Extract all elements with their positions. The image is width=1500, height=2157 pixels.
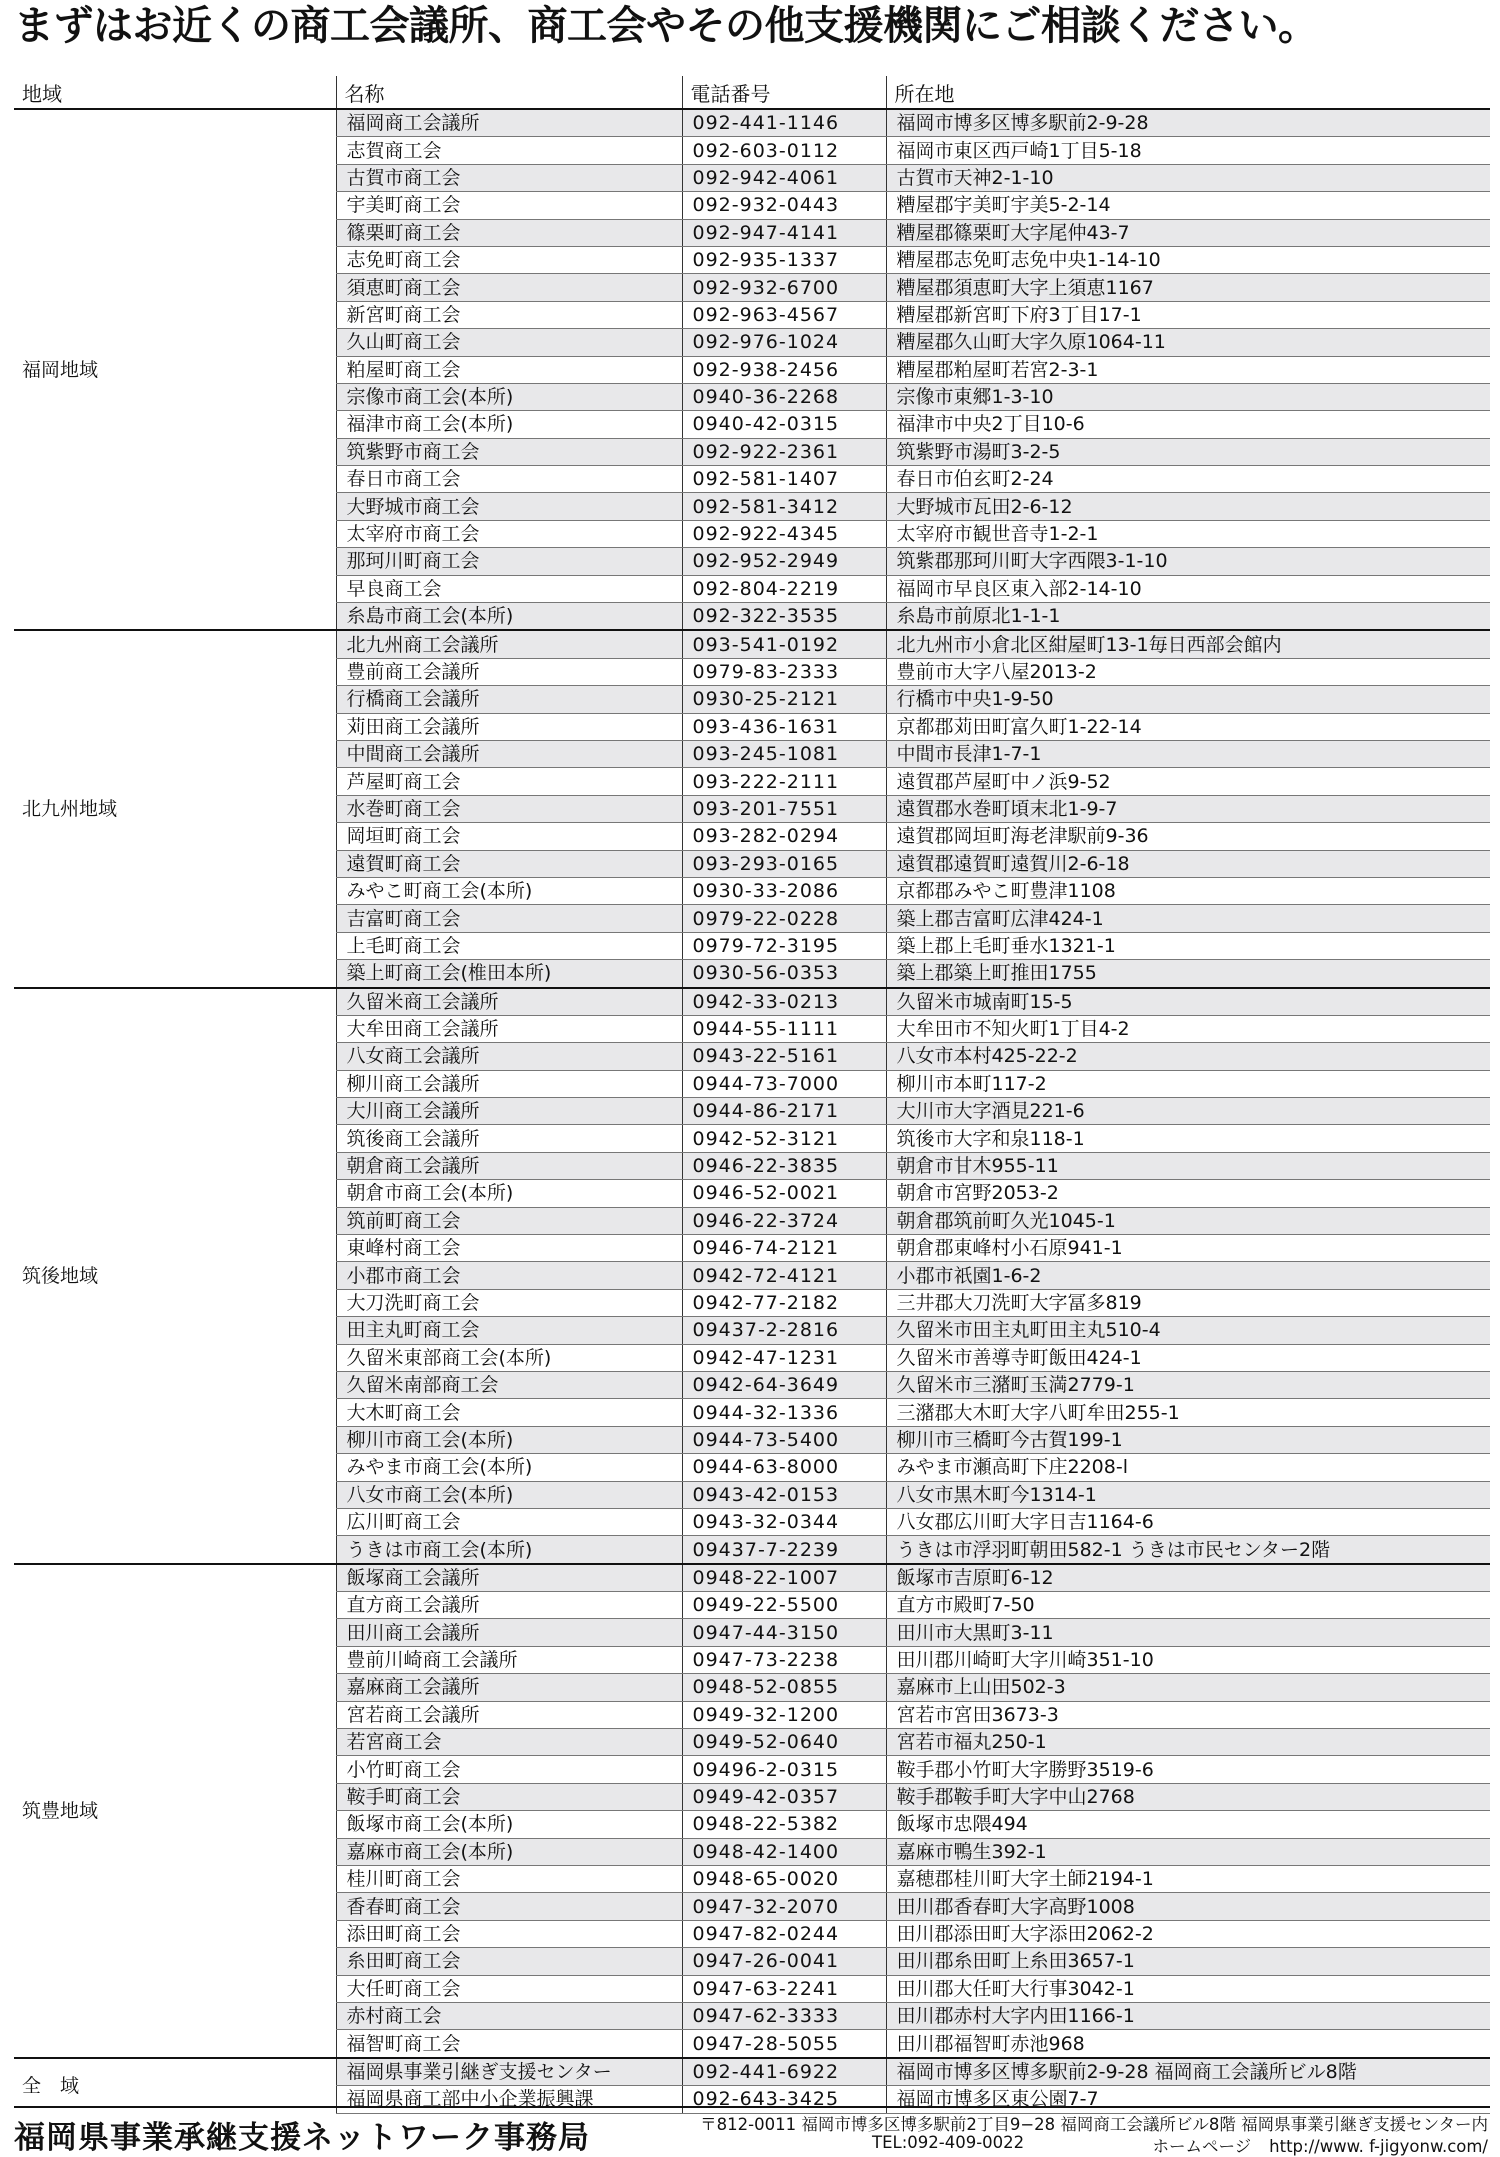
- address-cell: 福津市中央2丁目10-6: [886, 411, 1490, 438]
- phone-cell: 093-201-7551: [682, 795, 886, 822]
- phone-cell: 0948-22-5382: [682, 1811, 886, 1838]
- org-name-cell: 久山町商工会: [336, 329, 682, 356]
- address-cell: 田川郡糸田町上糸田3657-1: [886, 1948, 1490, 1975]
- phone-cell: 0944-63-8000: [682, 1454, 886, 1481]
- address-cell: 八女郡広川町大字日吉1164-6: [886, 1508, 1490, 1535]
- address-cell: 京都郡みやこ町豊津1108: [886, 877, 1490, 904]
- phone-cell: 09437-7-2239: [682, 1536, 886, 1564]
- address-cell: 飯塚市忠隈494: [886, 1811, 1490, 1838]
- phone-cell: 092-441-1146: [682, 109, 886, 137]
- org-name-cell: 久留米南部商工会: [336, 1371, 682, 1398]
- phone-cell: 0947-26-0041: [682, 1948, 886, 1975]
- org-name-cell: 北九州商工会議所: [336, 630, 682, 658]
- phone-cell: 092-922-2361: [682, 438, 886, 465]
- header-address: 所在地: [886, 76, 1490, 109]
- org-name-cell: 八女商工会議所: [336, 1043, 682, 1070]
- org-name-cell: 吉富町商工会: [336, 905, 682, 932]
- address-cell: 築上郡吉富町広津424-1: [886, 905, 1490, 932]
- phone-cell: 0948-22-1007: [682, 1564, 886, 1592]
- address-cell: 築上郡築上町推田1755: [886, 960, 1490, 988]
- org-name-cell: 柳川市商工会(本所): [336, 1426, 682, 1453]
- phone-cell: 092-581-1407: [682, 466, 886, 493]
- phone-cell: 0930-56-0353: [682, 960, 886, 988]
- org-name-cell: 福岡県事業引継ぎ支援センター: [336, 2058, 682, 2086]
- phone-cell: 092-947-4141: [682, 219, 886, 246]
- address-cell: 大野城市瓦田2-6-12: [886, 493, 1490, 520]
- org-name-cell: 福智町商工会: [336, 2030, 682, 2058]
- address-cell: 築上郡上毛町垂水1321-1: [886, 932, 1490, 959]
- org-name-cell: 大野城市商工会: [336, 493, 682, 520]
- address-cell: 糟屋郡須恵町大字上須恵1167: [886, 274, 1490, 301]
- region-cell: 全 域: [14, 2058, 336, 2113]
- address-cell: 久留米市田主丸町田主丸510-4: [886, 1317, 1490, 1344]
- region-group: [14, 2058, 1490, 2113]
- address-cell: うきは市浮羽町朝田582-1 うきは市民センター2階: [886, 1536, 1490, 1564]
- address-cell: 北九州市小倉北区紺屋町13-1毎日西部会館内: [886, 630, 1490, 658]
- address-cell: 遠賀郡岡垣町海老津駅前9-36: [886, 823, 1490, 850]
- org-name-cell: 香春町商工会: [336, 1893, 682, 1920]
- table-row: [14, 109, 1490, 137]
- org-name-cell: 大川商工会議所: [336, 1098, 682, 1125]
- phone-cell: 0946-74-2121: [682, 1235, 886, 1262]
- address-cell: 宮若市宮田3673-3: [886, 1701, 1490, 1728]
- phone-cell: 0949-32-1200: [682, 1701, 886, 1728]
- address-cell: 福岡市博多区東公園7-7: [886, 2086, 1490, 2113]
- address-cell: 朝倉市甘木955-11: [886, 1152, 1490, 1179]
- org-name-cell: 筑後商工会議所: [336, 1125, 682, 1152]
- address-cell: 遠賀郡遠賀町遠賀川2-6-18: [886, 850, 1490, 877]
- phone-cell: 0979-22-0228: [682, 905, 886, 932]
- phone-cell: 092-441-6922: [682, 2058, 886, 2086]
- org-name-cell: 糸島市商工会(本所): [336, 603, 682, 631]
- address-cell: 久留米市善導寺町飯田424-1: [886, 1344, 1490, 1371]
- address-cell: 久留米市三潴町玉満2779-1: [886, 1371, 1490, 1398]
- address-cell: 田川郡大任町大行事3042-1: [886, 1975, 1490, 2002]
- address-cell: 三井郡大刀洗町大字冨多819: [886, 1289, 1490, 1316]
- org-name-cell: 鞍手町商工会: [336, 1783, 682, 1810]
- org-name-cell: 宮若商工会議所: [336, 1701, 682, 1728]
- region-cell: 福岡地域: [14, 109, 336, 630]
- address-cell: 筑紫野市湯町3-2-5: [886, 438, 1490, 465]
- phone-cell: 092-963-4567: [682, 301, 886, 328]
- address-cell: 福岡市早良区東入部2-14-10: [886, 575, 1490, 602]
- address-cell: 田川郡川崎町大字川崎351-10: [886, 1646, 1490, 1673]
- phone-cell: 0942-77-2182: [682, 1289, 886, 1316]
- phone-cell: 0930-33-2086: [682, 877, 886, 904]
- footer-homepage: [1134, 2133, 1488, 2157]
- phone-cell: 0942-52-3121: [682, 1125, 886, 1152]
- org-name-cell: 糸田町商工会: [336, 1948, 682, 1975]
- table-row: [14, 2058, 1490, 2086]
- phone-cell: 09437-2-2816: [682, 1317, 886, 1344]
- org-name-cell: 築上町商工会(椎田本所): [336, 960, 682, 988]
- header-name: 名称: [336, 76, 682, 109]
- phone-cell: 092-804-2219: [682, 575, 886, 602]
- org-name-cell: 上毛町商工会: [336, 932, 682, 959]
- phone-cell: 09496-2-0315: [682, 1756, 886, 1783]
- address-cell: 朝倉郡東峰村小石原941-1: [886, 1235, 1490, 1262]
- contact-table: [14, 76, 1490, 2114]
- phone-cell: 0947-62-3333: [682, 2002, 886, 2029]
- phone-cell: 0948-52-0855: [682, 1674, 886, 1701]
- org-name-cell: 嘉麻市商工会(本所): [336, 1838, 682, 1865]
- org-name-cell: 宗像市商工会(本所): [336, 383, 682, 410]
- phone-cell: 092-581-3412: [682, 493, 886, 520]
- phone-cell: 0947-28-5055: [682, 2030, 886, 2058]
- org-name-cell: 水巻町商工会: [336, 795, 682, 822]
- phone-cell: 0979-72-3195: [682, 932, 886, 959]
- org-name-cell: 若宮商工会: [336, 1729, 682, 1756]
- phone-cell: 0947-32-2070: [682, 1893, 886, 1920]
- address-cell: 柳川市本町117-2: [886, 1070, 1490, 1097]
- org-name-cell: 豊前商工会議所: [336, 658, 682, 685]
- org-name-cell: 田主丸町商工会: [336, 1317, 682, 1344]
- org-name-cell: 行橋商工会議所: [336, 686, 682, 713]
- phone-cell: 0940-36-2268: [682, 383, 886, 410]
- org-name-cell: 久留米東部商工会(本所): [336, 1344, 682, 1371]
- phone-cell: 0949-52-0640: [682, 1729, 886, 1756]
- org-name-cell: みやま市商工会(本所): [336, 1454, 682, 1481]
- footer-tel: TEL:092-409-0022: [872, 2133, 1025, 2152]
- address-cell: 嘉麻市上山田502-3: [886, 1674, 1490, 1701]
- address-cell: 嘉麻市鴨生392-1: [886, 1838, 1490, 1865]
- org-name-cell: 添田町商工会: [336, 1920, 682, 1947]
- phone-cell: 092-322-3535: [682, 603, 886, 631]
- org-name-cell: 宇美町商工会: [336, 192, 682, 219]
- footer-divider: [14, 2106, 1490, 2108]
- address-cell: 筑紫郡那珂川町大字西隈3-1-10: [886, 548, 1490, 575]
- org-name-cell: 飯塚市商工会(本所): [336, 1811, 682, 1838]
- org-name-cell: 太宰府市商工会: [336, 520, 682, 547]
- phone-cell: 093-245-1081: [682, 740, 886, 767]
- org-name-cell: 中間商工会議所: [336, 740, 682, 767]
- address-cell: 中間市長津1-7-1: [886, 740, 1490, 767]
- phone-cell: 0946-22-3724: [682, 1207, 886, 1234]
- org-name-cell: 八女市商工会(本所): [336, 1481, 682, 1508]
- phone-cell: 0942-72-4121: [682, 1262, 886, 1289]
- address-cell: 大川市大字酒見221-6: [886, 1098, 1490, 1125]
- org-name-cell: 小竹町商工会: [336, 1756, 682, 1783]
- org-name-cell: 岡垣町商工会: [336, 823, 682, 850]
- address-cell: 田川郡福智町赤池968: [886, 2030, 1490, 2058]
- org-name-cell: 志免町商工会: [336, 246, 682, 273]
- phone-cell: 092-932-6700: [682, 274, 886, 301]
- phone-cell: 0944-73-7000: [682, 1070, 886, 1097]
- phone-cell: 092-603-0112: [682, 137, 886, 164]
- address-cell: 嘉穂郡桂川町大字土師2194-1: [886, 1866, 1490, 1893]
- address-cell: 大牟田市不知火町1丁目4-2: [886, 1015, 1490, 1042]
- region-group: [14, 630, 1490, 987]
- footer-org-name: 福岡県事業承継支援ネットワーク事務局: [14, 2120, 590, 2156]
- address-cell: 田川郡添田町大字添田2062-2: [886, 1920, 1490, 1947]
- org-name-cell: 大木町商工会: [336, 1399, 682, 1426]
- region-group: [14, 109, 1490, 630]
- address-cell: 朝倉市宮野2053-2: [886, 1180, 1490, 1207]
- address-cell: 糟屋郡宇美町宇美5-2-14: [886, 192, 1490, 219]
- address-cell: 朝倉郡筑前町久光1045-1: [886, 1207, 1490, 1234]
- org-name-cell: 飯塚商工会議所: [336, 1564, 682, 1592]
- address-cell: みやま市瀬高町下庄2208-l: [886, 1454, 1490, 1481]
- org-name-cell: 朝倉商工会議所: [336, 1152, 682, 1179]
- phone-cell: 0947-73-2238: [682, 1646, 886, 1673]
- address-cell: 行橋市中央1-9-50: [886, 686, 1490, 713]
- address-cell: 豊前市大字八屋2013-2: [886, 658, 1490, 685]
- header-phone: 電話番号: [682, 76, 886, 109]
- org-name-cell: 新宮町商工会: [336, 301, 682, 328]
- address-cell: 遠賀郡水巻町頃末北1-9-7: [886, 795, 1490, 822]
- address-cell: 福岡市東区西戸崎1丁目5-18: [886, 137, 1490, 164]
- org-name-cell: 筑紫野市商工会: [336, 438, 682, 465]
- org-name-cell: 早良商工会: [336, 575, 682, 602]
- phone-cell: 0948-42-1400: [682, 1838, 886, 1865]
- address-cell: 田川市大黒町3-11: [886, 1619, 1490, 1646]
- phone-cell: 093-293-0165: [682, 850, 886, 877]
- org-name-cell: 東峰村商工会: [336, 1235, 682, 1262]
- address-cell: 糟屋郡篠栗町大字尾仲43-7: [886, 219, 1490, 246]
- address-cell: 八女市本村425-22-2: [886, 1043, 1490, 1070]
- org-name-cell: 広川町商工会: [336, 1508, 682, 1535]
- phone-cell: 092-952-2949: [682, 548, 886, 575]
- address-cell: 小郡市祇園1-6-2: [886, 1262, 1490, 1289]
- page-title: まずはお近くの商工会議所、商工会やその他支援機関にご相談ください。: [14, 3, 1318, 49]
- table-row: [14, 1564, 1490, 1592]
- org-name-cell: 大刀洗町商工会: [336, 1289, 682, 1316]
- address-cell: 宮若市福丸250-1: [886, 1729, 1490, 1756]
- address-cell: 糟屋郡志免町志免中央1-14-10: [886, 246, 1490, 273]
- table-row: [14, 988, 1490, 1016]
- org-name-cell: 田川商工会議所: [336, 1619, 682, 1646]
- address-cell: 柳川市三橋町今古賀199-1: [886, 1426, 1490, 1453]
- address-cell: 直方市殿町7-50: [886, 1592, 1490, 1619]
- address-cell: 太宰府市観世音寺1-2-1: [886, 520, 1490, 547]
- address-cell: 久留米市城南町15-5: [886, 988, 1490, 1016]
- org-name-cell: 桂川町商工会: [336, 1866, 682, 1893]
- region-cell: 筑後地域: [14, 988, 336, 1564]
- phone-cell: 0930-25-2121: [682, 686, 886, 713]
- org-name-cell: 大任町商工会: [336, 1975, 682, 2002]
- org-name-cell: 久留米商工会議所: [336, 988, 682, 1016]
- phone-cell: 092-922-4345: [682, 520, 886, 547]
- phone-cell: 0947-44-3150: [682, 1619, 886, 1646]
- phone-cell: 0942-47-1231: [682, 1344, 886, 1371]
- region-cell: 筑豊地域: [14, 1564, 336, 2058]
- org-name-cell: 福岡県商工部中小企業振興課: [336, 2086, 682, 2113]
- phone-cell: 0942-33-0213: [682, 988, 886, 1016]
- phone-cell: 092-935-1337: [682, 246, 886, 273]
- address-cell: 古賀市天神2-1-10: [886, 164, 1490, 191]
- phone-cell: 092-938-2456: [682, 356, 886, 383]
- org-name-cell: 芦屋町商工会: [336, 768, 682, 795]
- table-header: [14, 76, 1490, 109]
- phone-cell: 0979-83-2333: [682, 658, 886, 685]
- address-cell: 京都郡苅田町富久町1-22-14: [886, 713, 1490, 740]
- org-name-cell: 古賀市商工会: [336, 164, 682, 191]
- org-name-cell: 小郡市商工会: [336, 1262, 682, 1289]
- address-cell: 糟屋郡新宮町下府3丁目17-1: [886, 301, 1490, 328]
- phone-cell: 0944-86-2171: [682, 1098, 886, 1125]
- address-cell: 糟屋郡久山町大字久原1064-11: [886, 329, 1490, 356]
- header-region: 地域: [14, 76, 336, 109]
- phone-cell: 0947-63-2241: [682, 1975, 886, 2002]
- address-cell: 福岡市博多区博多駅前2-9-28: [886, 109, 1490, 137]
- phone-cell: 0940-42-0315: [682, 411, 886, 438]
- address-cell: 糸島市前原北1-1-1: [886, 603, 1490, 631]
- org-name-cell: 粕屋町商工会: [336, 356, 682, 383]
- table-row: [14, 630, 1490, 658]
- org-name-cell: 那珂川町商工会: [336, 548, 682, 575]
- phone-cell: 0946-22-3835: [682, 1152, 886, 1179]
- phone-cell: 0949-22-5500: [682, 1592, 886, 1619]
- phone-cell: 0949-42-0357: [682, 1783, 886, 1810]
- phone-cell: 092-942-4061: [682, 164, 886, 191]
- address-cell: 福岡市博多区博多駅前2-9-28 福岡商工会議所ビル8階: [886, 2058, 1490, 2086]
- org-name-cell: 嘉麻商工会議所: [336, 1674, 682, 1701]
- phone-cell: 093-436-1631: [682, 713, 886, 740]
- org-name-cell: 苅田商工会議所: [336, 713, 682, 740]
- address-cell: 三潴郡大木町大字八町牟田255-1: [886, 1399, 1490, 1426]
- org-name-cell: 柳川商工会議所: [336, 1070, 682, 1097]
- org-name-cell: 直方商工会議所: [336, 1592, 682, 1619]
- org-name-cell: みやこ町商工会(本所): [336, 877, 682, 904]
- phone-cell: 093-541-0192: [682, 630, 886, 658]
- phone-cell: 092-643-3425: [682, 2086, 886, 2113]
- region-cell: 北九州地域: [14, 630, 336, 987]
- phone-cell: 0944-55-1111: [682, 1015, 886, 1042]
- org-name-cell: 志賀商工会: [336, 137, 682, 164]
- footer-hp-url[interactable]: http://www. f-jigyonw.com/: [1269, 2137, 1488, 2156]
- address-cell: 飯塚市吉原町6-12: [886, 1564, 1490, 1592]
- phone-cell: 092-976-1024: [682, 329, 886, 356]
- org-name-cell: 豊前川崎商工会議所: [336, 1646, 682, 1673]
- org-name-cell: 福岡商工会議所: [336, 109, 682, 137]
- phone-cell: 0943-42-0153: [682, 1481, 886, 1508]
- address-cell: 筑後市大字和泉118-1: [886, 1125, 1490, 1152]
- phone-cell: 0942-64-3649: [682, 1371, 886, 1398]
- org-name-cell: 福津市商工会(本所): [336, 411, 682, 438]
- org-name-cell: 赤村商工会: [336, 2002, 682, 2029]
- footer-hp-label: ホームページ: [1152, 2137, 1252, 2156]
- address-cell: 遠賀郡芦屋町中ノ浜9-52: [886, 768, 1490, 795]
- org-name-cell: 朝倉市商工会(本所): [336, 1180, 682, 1207]
- org-name-cell: 須恵町商工会: [336, 274, 682, 301]
- address-cell: 鞍手郡鞍手町大字中山2768: [886, 1783, 1490, 1810]
- phone-cell: 0943-32-0344: [682, 1508, 886, 1535]
- address-cell: 八女市黒木町今1314-1: [886, 1481, 1490, 1508]
- phone-cell: 093-282-0294: [682, 823, 886, 850]
- address-cell: 春日市伯玄町2-24: [886, 466, 1490, 493]
- region-group: [14, 988, 1490, 1564]
- phone-cell: 093-222-2111: [682, 768, 886, 795]
- org-name-cell: 春日市商工会: [336, 466, 682, 493]
- phone-cell: 0944-73-5400: [682, 1426, 886, 1453]
- address-cell: 田川郡香春町大字高野1008: [886, 1893, 1490, 1920]
- footer-address: 〒812-0011 福岡市博多区博多駅前2丁目9−28 福岡商工会議所ビル8階 福岡県事業引継ぎ支援センター内: [700, 2115, 1488, 2134]
- phone-cell: 0944-32-1336: [682, 1399, 886, 1426]
- address-cell: 鞍手郡小竹町大字勝野3519-6: [886, 1756, 1490, 1783]
- phone-cell: 092-932-0443: [682, 192, 886, 219]
- org-name-cell: うきは市商工会(本所): [336, 1536, 682, 1564]
- phone-cell: 0948-65-0020: [682, 1866, 886, 1893]
- address-cell: 田川郡赤村大字内田1166-1: [886, 2002, 1490, 2029]
- phone-cell: 0947-82-0244: [682, 1920, 886, 1947]
- address-cell: 宗像市東郷1-3-10: [886, 383, 1490, 410]
- phone-cell: 0946-52-0021: [682, 1180, 886, 1207]
- phone-cell: 0943-22-5161: [682, 1043, 886, 1070]
- region-group: [14, 1564, 1490, 2058]
- address-cell: 糟屋郡粕屋町若宮2-3-1: [886, 356, 1490, 383]
- org-name-cell: 大牟田商工会議所: [336, 1015, 682, 1042]
- org-name-cell: 篠栗町商工会: [336, 219, 682, 246]
- org-name-cell: 筑前町商工会: [336, 1207, 682, 1234]
- org-name-cell: 遠賀町商工会: [336, 850, 682, 877]
